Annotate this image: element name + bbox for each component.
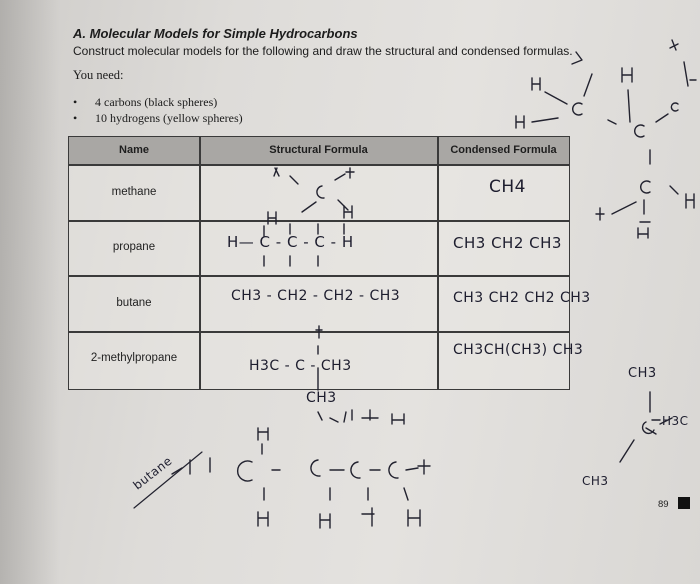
- formula-table: [68, 136, 591, 390]
- condensed-propane: CH3 CH2 CH3: [453, 234, 562, 252]
- column-header-structural: Structural Formula: [200, 137, 437, 164]
- row-name-propane: propane: [112, 241, 156, 253]
- structural-2-methylpropane: H3C - C - CH3: [249, 358, 352, 374]
- condensed-butane: CH3 CH2 CH2 CH3: [453, 290, 591, 306]
- butane-bond: [264, 488, 408, 500]
- handwritten-ch3-lower: CH3: [582, 474, 609, 488]
- right-carbon-mark: [671, 103, 678, 111]
- butane-carbon-mark: [238, 461, 280, 481]
- section-title: A. Molecular Models for Simple Hydrocarbons: [73, 26, 358, 41]
- right-h-mark: [670, 186, 694, 208]
- butane-h-marks: [172, 458, 210, 474]
- butane-chain: [311, 460, 430, 478]
- right-carbon-mark: [641, 181, 650, 193]
- supply-item: [73, 111, 243, 126]
- row-divider: [69, 275, 569, 277]
- right-bond: [608, 120, 616, 124]
- butane-h-marks: [318, 410, 404, 424]
- right-carbon-mark: [635, 114, 668, 137]
- right-h-mark: [596, 202, 636, 220]
- column-divider: [437, 137, 439, 389]
- right-carbon-mark: [573, 103, 582, 115]
- bullet-icon: •: [73, 95, 78, 109]
- row-name-butane: butane: [116, 297, 152, 309]
- handwritten-butane: butane: [130, 453, 175, 493]
- right-h-mark: [638, 200, 650, 238]
- supply-item: [73, 95, 217, 110]
- handwritten-h3c: H3C: [662, 414, 689, 428]
- supply-text: 4 carbons (black spheres): [95, 95, 218, 109]
- row-divider: [69, 220, 569, 222]
- handwritten-ch3: CH3: [306, 390, 337, 406]
- structural-propane: H— C - C - C - H: [227, 233, 354, 251]
- row-divider: [69, 331, 569, 333]
- right-carbon-node: [643, 420, 660, 434]
- butane-h-marks: [258, 428, 268, 454]
- butane-h-marks: [258, 508, 420, 528]
- you-need-label: You need:: [73, 68, 124, 82]
- column-divider: [199, 137, 201, 389]
- right-h-mark: [532, 78, 540, 90]
- column-header-name: Name: [69, 137, 199, 164]
- structural-butane: CH3 - CH2 - CH2 - CH3: [231, 288, 401, 304]
- page-shadow: [0, 0, 60, 584]
- condensed-methane: CH4: [489, 177, 526, 197]
- right-bond: [545, 74, 592, 104]
- bullet-icon: •: [73, 111, 78, 125]
- right-bond: [620, 440, 634, 462]
- row-divider: [69, 164, 569, 166]
- right-h-mark: [622, 68, 632, 122]
- right-h-mark: [572, 52, 582, 64]
- right-h-mark: [516, 116, 558, 128]
- handwritten-ch3-right: CH3: [628, 366, 657, 381]
- row-name-2-methylpropane: 2-methylpropane: [90, 352, 178, 364]
- supply-text: 10 hydrogens (yellow spheres): [95, 111, 243, 125]
- right-mark: [684, 62, 696, 86]
- condensed-2-methylpropane: CH3CH(CH3) CH3: [453, 342, 584, 358]
- page-marker-square: [678, 497, 690, 509]
- row-name-methane: methane: [111, 186, 157, 198]
- instructions-text: Construct molecular models for the following and draw the structural and condensed formulas.: [73, 44, 573, 58]
- right-h-mark: [670, 40, 678, 50]
- column-header-condensed: Condensed Formula: [438, 137, 569, 164]
- page-number: 89: [658, 499, 669, 510]
